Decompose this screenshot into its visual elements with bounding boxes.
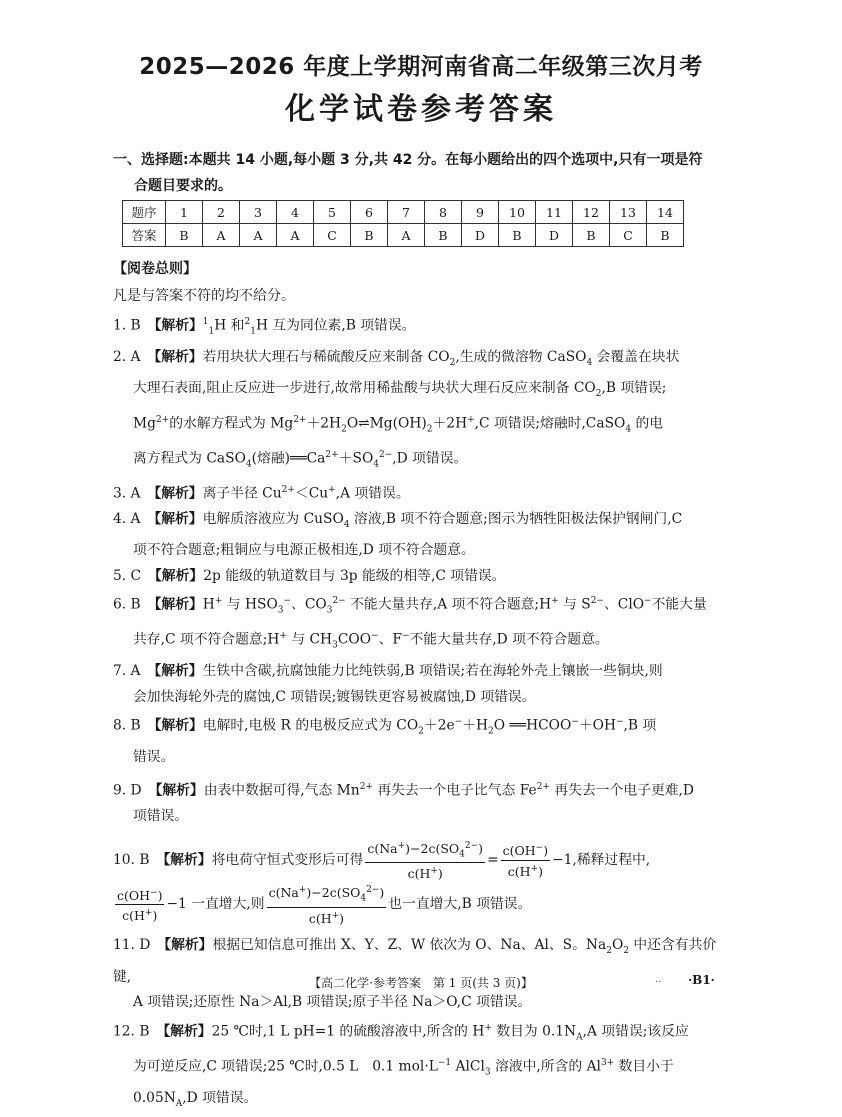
question-number: 13 — [610, 201, 647, 224]
grading-rules-text: 凡是与答案不符的均不给分。 — [113, 288, 295, 304]
fraction: $\frac{c(OH^-)}{c(H^+)}$ — [501, 840, 550, 879]
answer-cell: A — [388, 224, 425, 247]
question-number: 1 — [166, 201, 203, 224]
exam-title: 2025—2026 年度上学期河南省高二年级第三次月考 — [139, 54, 703, 80]
explanation-4: 4. A 【解析】电解质溶液应为 CuSO$_4$ 溶液,B 项不符合题意;图示为牺牲阳极法保护钢闸门,C 项不符合题意;粗铜应与电源正极相连,D 项不符合题意。 — [113, 510, 683, 559]
answer-cell: A — [277, 224, 314, 247]
answer-cell: A — [240, 224, 277, 247]
answer-cell: D — [462, 224, 499, 247]
answer-cell: D — [536, 224, 573, 247]
analysis-tag: 【解析】 — [163, 1023, 212, 1040]
analysis-tag: 【解析】 — [155, 782, 204, 799]
question-number: 12 — [573, 201, 610, 224]
question-number: 6 — [351, 201, 388, 224]
question-number: 11 — [536, 201, 573, 224]
fraction: $\frac{c(Na^+)-2c(SO_4^{2-})}{c(H^+)}$ — [267, 882, 387, 927]
answer-cell: B — [166, 224, 203, 247]
analysis-tag: 【解析】 — [154, 348, 203, 365]
explanation-10: 10. B 【解析】将电荷守恒式变形后可得 $\frac{c(Na^+)-2c(SO_4^{2-})}{c(H^+)}$ = $\frac{c(OH^-)}{c(H^+)}$ −1,稀释过程中, $\frac{c(OH^-)}{c(H^+)}$ −1 一直增大,则 $\frac{c(Na^+)-2c(SO_4^{2-})}{c(H^+)}$ 也一直增大,B 项错误。 — [113, 838, 733, 928]
explanation-6: 6. B 【解析】H+ 与 $HSO_3^-$、$CO_3^{2-}$ 不能大量共存,A 项不符合题意;H+ 与 $S^{2-}$、ClO−不能大量 共存,C 项不符合题意;H+ 与 $CH_3COO^-$、F−不能大量共存,D 项不符合题意。 — [113, 596, 707, 651]
question-number: 7 — [388, 201, 425, 224]
explanation-12: 12. B 【解析】25 ℃时,1 L pH=1 的硫酸溶液中,所含的 H+ 数目为 $0.1N_A,A$ 项错误;该反应 为可逆反应,C 项错误;25 ℃时,0.5 L 0.1 $mol\cdot L^{-1}$ AlCl$_3$ 溶液中,所含的 $Al^{3+}$ 数目小于 $0.05N_A,D$ 项错误。 — [113, 1022, 689, 1109]
analysis-tag: 【解析】 — [154, 596, 203, 613]
section-heading-line2: 合题目要求的。 — [134, 178, 232, 194]
explanation-3: 3. A 【解析】离子半径 $Cu^{2+}<Cu^+,A$ 项错误。 — [113, 484, 410, 502]
explanation-2: 2. A 【解析】若用块状大理石与稀硫酸反应来制备 $CO_2$,生成的微溶物 CaSO$_4$ 会覆盖在块状 大理石表面,阻止反应进一步进行,故常用稀盐酸与块状大理石反应来制备 $CO_2,B$ 项错误; $Mg^{2+}$的水解方程式为 $Mg^{2+}+2H_2O\rightleftharpoons Mg(OH)_2+2H^+,C$ 项错误;熔融时,CaSO$_4$ 的电 离方程式为 CaSO$_4$(熔融)$══Ca^{2+}+SO_4^{2-},D$ 项错误。 — [113, 348, 680, 469]
grading-rules-heading: 【阅卷总则】 — [113, 261, 197, 277]
analysis-tag: 【解析】 — [164, 937, 213, 954]
question-number: 14 — [647, 201, 684, 224]
answer-row-label: 答案 — [123, 224, 166, 247]
answer-cell: B — [647, 224, 684, 247]
answer-cell: B — [425, 224, 462, 247]
page-code: ·B1· — [688, 973, 715, 987]
question-number: 2 — [203, 201, 240, 224]
analysis-tag: 【解析】 — [154, 510, 203, 527]
question-number: 3 — [240, 201, 277, 224]
analysis-tag: 【解析】 — [154, 485, 203, 502]
explanation-7: 7. A 【解析】生铁中含碳,抗腐蚀能力比纯铁弱,B 项错误;若在海轮外壳上镶嵌一些铜块,则 会加快海轮外壳的腐蚀,C 项错误;镀锡铁更容易被腐蚀,D 项错误。 — [113, 663, 663, 705]
question-number: 9 — [462, 201, 499, 224]
question-number: 10 — [499, 201, 536, 224]
answer-row — [123, 224, 684, 247]
question-number: 8 — [425, 201, 462, 224]
explanations — [113, 310, 733, 1117]
explanation-5: 5. C 【解析】2p 能级的轨道数目与 3p 能级的相等,C 项错误。 — [113, 567, 506, 584]
answer-cell: C — [610, 224, 647, 247]
question-number: 4 — [277, 201, 314, 224]
exam-subtitle: 化学试卷参考答案 — [285, 92, 557, 127]
answer-cell: B — [573, 224, 610, 247]
analysis-tag: 【解析】 — [154, 663, 203, 680]
analysis-tag: 【解析】 — [154, 567, 204, 584]
answer-cell: B — [499, 224, 536, 247]
section-heading — [113, 147, 733, 199]
footer-dots: ·· — [655, 977, 662, 988]
answer-cell: C — [314, 224, 351, 247]
explanation-11: 11. D 【解析】根据已知信息可推出 X、Y、Z、W 依次为 O、Na、Al、S。$Na_2O_2$ 中还含有共价键, A 项错误;还原性 Na＞Al,B 项错误;原子半径 Na＞O,C 项错误。 — [113, 937, 717, 1011]
explanation-9: 9. D 【解析】由表中数据可得,气态 $Mn^{2+}$ 再失去一个电子比气态 $Fe^{2+}$ 再失去一个电子更难,D 项错误。 — [113, 781, 694, 824]
section-heading-line1: 一、选择题:本题共 14 小题,每小题 3 分,共 42 分。在每小题给出的四个选项中,只有一项是符 — [113, 152, 703, 168]
analysis-tag: 【解析】 — [154, 717, 203, 734]
explanation-1: 1. B 【解析】$^1_1$H 和$^2_1$H 互为同位素,B 项错误。 — [113, 317, 416, 337]
question-row-label: 题序 — [123, 201, 166, 224]
question-number: 5 — [314, 201, 351, 224]
fraction: $\frac{c(OH^-)}{c(H^+)}$ — [115, 885, 164, 924]
answer-cell: B — [351, 224, 388, 247]
explanation-8: 8. B 【解析】电解时,电极 R 的电极反应式为 $CO_2+2e^-+H_2O$ ══HCOO−＋OH−,B 项 错误。 — [113, 717, 657, 766]
question-number-row — [123, 201, 684, 224]
page-footer: 【高二化学·参考答案 第 1 页(共 3 页)】 — [309, 976, 533, 990]
answer-table — [122, 200, 684, 247]
fraction: $\frac{c(Na^+)-2c(SO_4^{2-})}{c(H^+)}$ — [365, 838, 485, 883]
answer-cell: A — [203, 224, 240, 247]
analysis-tag: 【解析】 — [154, 317, 203, 334]
analysis-tag: 【解析】 — [163, 851, 212, 868]
